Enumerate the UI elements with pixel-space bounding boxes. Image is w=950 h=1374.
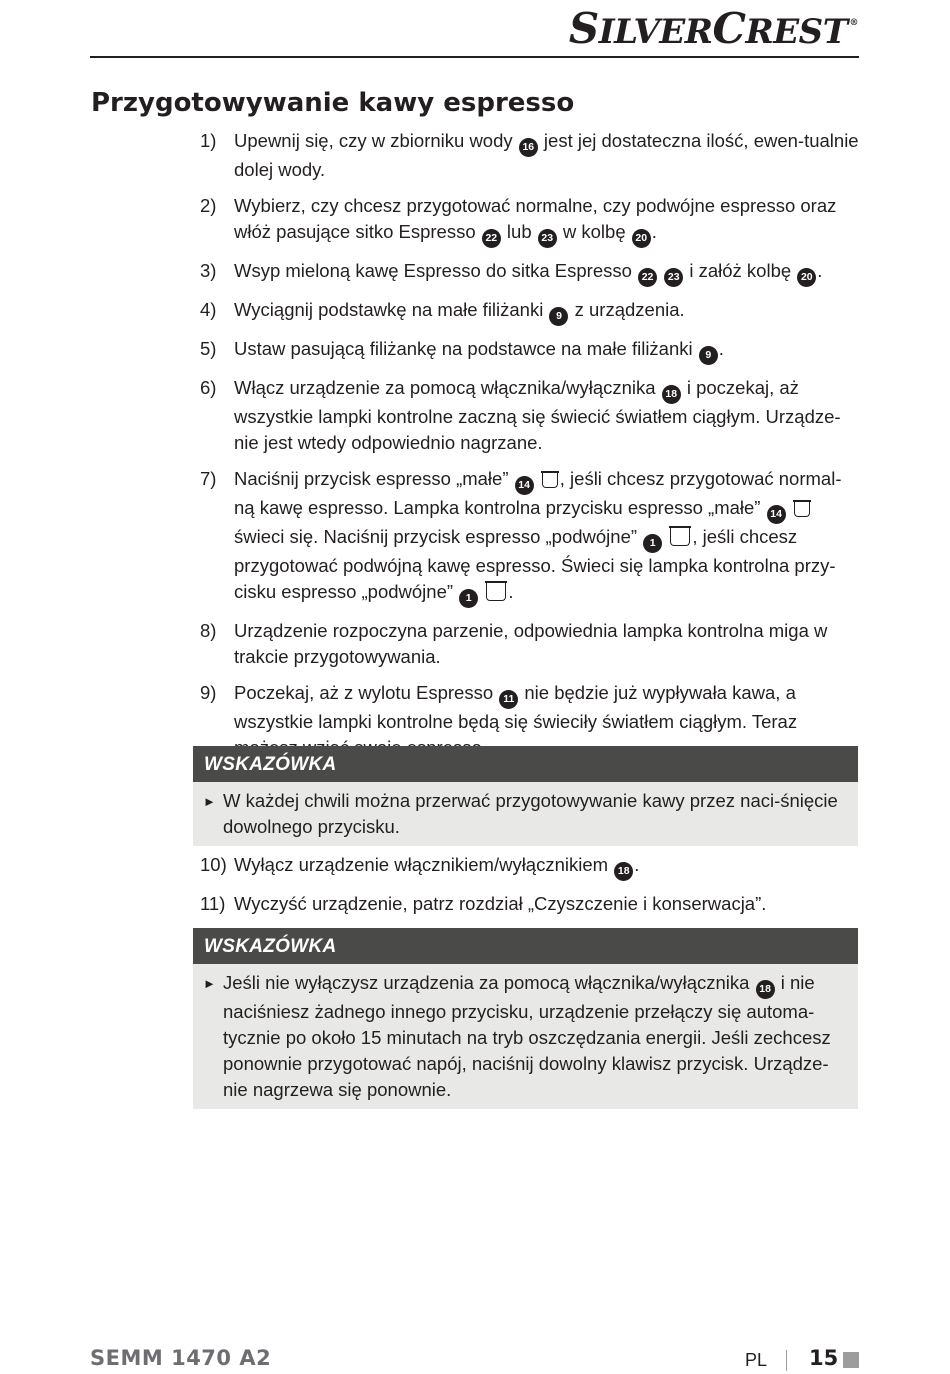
arrow-bullet-icon: ► bbox=[203, 976, 216, 991]
ref-number-badge: 22 bbox=[638, 268, 657, 287]
ref-number-badge: 20 bbox=[797, 268, 816, 287]
ref-number-badge: 1 bbox=[643, 534, 662, 553]
page-title: Przygotowywanie kawy espresso bbox=[91, 88, 575, 118]
double-cup-icon bbox=[670, 526, 690, 546]
ref-number-badge: 18 bbox=[662, 385, 681, 404]
ref-number-badge: 23 bbox=[538, 229, 557, 248]
step-6: 6) Włącz urządzenie za pomocą włącznika/wyłącznika 18 i poczekaj, aż wszystkie lampki kontrolne zaczną się świecić światłem ciągłym. Urządze-nie jest wtedy odpowiednio nagrzane. bbox=[200, 377, 841, 453]
footer-separator bbox=[786, 1350, 787, 1371]
arrow-bullet-icon: ► bbox=[203, 794, 216, 809]
ref-number-badge: 11 bbox=[499, 690, 518, 709]
ref-number-badge: 9 bbox=[699, 346, 718, 365]
ref-number-badge: 22 bbox=[482, 229, 501, 248]
brand-logo: SILVERCREST ® bbox=[568, 4, 858, 53]
double-cup-icon bbox=[486, 581, 506, 601]
ref-number-badge: 9 bbox=[549, 307, 568, 326]
page-marker-square bbox=[843, 1352, 859, 1368]
note-heading: WSKAZÓWKA bbox=[193, 746, 858, 782]
header-rule bbox=[90, 56, 859, 58]
step-2: 2) Wybierz, czy chcesz przygotować normalne, czy podwójne espresso oraz włóż pasujące sitko Espresso 22 lub 23 w kolbę 20 . bbox=[200, 193, 860, 248]
small-cup-icon bbox=[542, 471, 558, 488]
step-10: 10) Wyłącz urządzenie włącznikiem/wyłącznikiem 18 . bbox=[200, 852, 860, 881]
ref-number-badge: 18 bbox=[614, 862, 633, 881]
note-heading: WSKAZÓWKA bbox=[193, 928, 858, 964]
ref-number-badge: 18 bbox=[756, 980, 775, 999]
step-1: 1) Upewnij się, czy w zbiorniku wody 16 jest jej dostateczna ilość, ewen-tualnie dolej wody. bbox=[200, 130, 859, 180]
steps-list-2 bbox=[200, 852, 860, 927]
step-3: 3) Wsyp mieloną kawę Espresso do sitka Espresso 22 23 i załóż kolbę 20 . bbox=[200, 258, 860, 287]
language-code: PL bbox=[745, 1350, 768, 1370]
step-5: 5) Ustaw pasującą filiżankę na podstawce na małe filiżanki 9 . bbox=[200, 336, 860, 365]
step-9: 9) Poczekaj, aż z wylotu Espresso 11 nie będzie już wypływała kawa, a wszystkie lampki kontrolne będą się świeciły światłem ciągłym. Teraz bbox=[200, 682, 798, 732]
step-11: 11) Wyczyść urządzenie, patrz rozdział „Czyszczenie i konserwacja”. bbox=[200, 893, 767, 914]
step-8: 8) Urządzenie rozpoczyna parzenie, odpowiednia lampka kontrolna miga w trakcie przygotowywania. bbox=[200, 620, 828, 667]
small-cup-icon bbox=[794, 500, 810, 517]
ref-number-badge: 1 bbox=[459, 589, 478, 608]
ref-number-badge: 20 bbox=[632, 229, 651, 248]
step-4: 4) Wyciągnij podstawkę na małe filiżanki 9 z urządzenia. bbox=[200, 297, 860, 326]
page-number: 15 bbox=[809, 1346, 839, 1370]
note-box-1: WSKAZÓWKA ► W każdej chwili można przerwać przygotowywanie kawy przez naci-śnięcie dowolnego przycisku. bbox=[193, 746, 858, 846]
ref-number-badge: 14 bbox=[767, 505, 786, 524]
ref-number-badge: 16 bbox=[519, 138, 538, 157]
ref-number-badge: 14 bbox=[515, 476, 534, 495]
steps-list bbox=[200, 128, 860, 771]
ref-number-badge: 23 bbox=[664, 268, 683, 287]
step-7: 7) Naciśnij przycisk espresso „małe” 14 , jeśli chcesz przygotować normal-ną kawę espresso. Lampka kontrolna przycisku espresso „małe” 14 świeci się. Naciśnij przycisk espresso „podwójne” 1 , jeśli chcesz przygotować podwójną kawę espresso. Świeci się lampka kontrolna przy-cisku espresso „podwójne” 1 . bbox=[200, 466, 860, 608]
note-box-2: WSKAZÓWKA ► Jeśli nie wyłączysz urządzenia za pomocą włącznika/wyłącznika 18 i nie naciśniesz żadnego innego przycisku, urządzenie przełączy się automa-tycznie po około 15 minutach na tryb oszczędzania energii. Jeśli zechcesz ponownie przygotować napój, naciśnij dowolny klawisz przycisk. Urządze-nie nagrzewa się ponownie. bbox=[193, 928, 858, 1109]
model-number: SEMM 1470 A2 bbox=[90, 1346, 272, 1370]
